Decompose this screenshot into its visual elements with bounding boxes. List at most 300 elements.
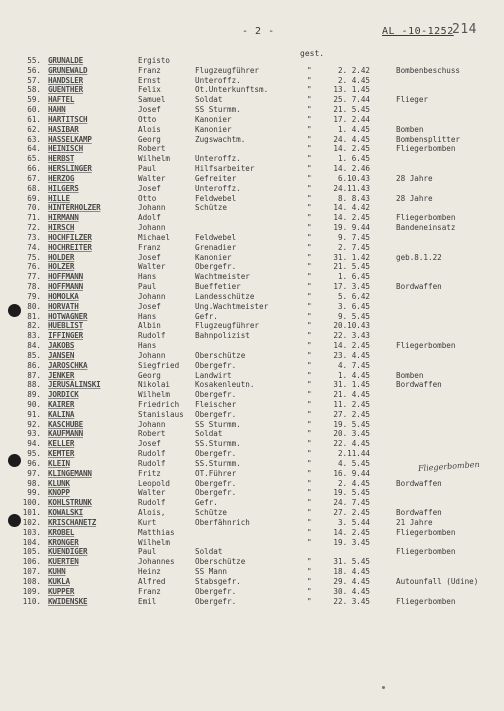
- surname: KRISCHANETZ: [48, 517, 97, 527]
- rank: Oberfähnrich: [195, 517, 250, 527]
- death-date: 23. 4.45: [333, 350, 370, 360]
- ditto-mark: ": [307, 488, 312, 498]
- first-name: Walter: [138, 173, 166, 183]
- ditto-mark: ": [307, 331, 312, 341]
- rank: Soldat: [195, 547, 223, 557]
- row-number: 87.: [27, 370, 41, 380]
- first-name: Johann: [138, 223, 166, 233]
- death-date: 2. 7.45: [337, 242, 370, 252]
- list-row: [0, 105, 504, 115]
- rank: Obergefr.: [195, 586, 237, 596]
- row-number: 98.: [27, 478, 41, 488]
- death-date: 1. 4.45: [337, 124, 370, 134]
- list-row: [0, 194, 504, 204]
- ditto-mark: ": [307, 232, 312, 242]
- ditto-mark: ": [307, 449, 312, 459]
- ditto-mark: ": [307, 311, 312, 321]
- death-date: 9. 7.45: [337, 232, 370, 242]
- surname: JANSEN: [48, 350, 75, 360]
- rank: Landesschütze: [195, 291, 255, 301]
- death-date: 27. 2.45: [333, 409, 370, 419]
- death-date: 5. 6.42: [337, 291, 370, 301]
- row-number: 76.: [27, 262, 41, 272]
- surname: HIRSCH: [48, 223, 75, 233]
- list-row: [0, 439, 504, 449]
- ditto-mark: ": [307, 468, 312, 478]
- list-row: [0, 223, 504, 233]
- ditto-mark: ": [307, 272, 312, 282]
- death-date: 31. 1.42: [333, 252, 370, 262]
- row-number: 75.: [27, 252, 41, 262]
- surname: KNOPP: [48, 488, 70, 498]
- death-date: 24.11.43: [333, 183, 370, 193]
- list-row: [0, 351, 504, 361]
- surname: HUEBLIST: [48, 321, 83, 331]
- death-date: 3. 6.45: [337, 301, 370, 311]
- row-number: 105.: [22, 547, 41, 557]
- row-number: 89.: [27, 390, 41, 400]
- list-row: [0, 390, 504, 400]
- list-row: [0, 312, 504, 322]
- first-name: Johann: [138, 350, 166, 360]
- death-date: 9. 5.45: [337, 311, 370, 321]
- ditto-mark: ": [307, 498, 312, 508]
- surname: KAUFMANN: [48, 429, 83, 439]
- first-name: Alfred: [138, 576, 166, 586]
- list-row: [0, 538, 504, 548]
- list-row: [0, 174, 504, 184]
- surname: HILLE: [48, 193, 70, 203]
- first-name: Paul: [138, 282, 157, 292]
- list-row: [0, 331, 504, 341]
- list-row: [0, 321, 504, 331]
- row-number: 59.: [27, 95, 41, 105]
- death-date: 22. 4.45: [333, 439, 370, 449]
- ditto-mark: ": [307, 517, 312, 527]
- row-number: 104.: [22, 537, 41, 547]
- row-number: 102.: [22, 517, 41, 527]
- list-row: [0, 361, 504, 371]
- row-number: 86.: [27, 360, 41, 370]
- ditto-mark: ": [307, 527, 312, 537]
- rank: Landwirt: [195, 370, 232, 380]
- surname: KOHLSTRUNK: [48, 498, 92, 508]
- first-name: Alois,: [138, 508, 166, 518]
- remark: 28 Jahre: [396, 173, 433, 183]
- remark: Autounfall (Udine): [396, 576, 479, 586]
- list-row: [0, 125, 504, 135]
- list-row: [0, 587, 504, 597]
- surname: HOLDER: [48, 252, 75, 262]
- first-name: Georg: [138, 370, 161, 380]
- ditto-mark: ": [307, 439, 312, 449]
- row-number: 55.: [27, 56, 41, 65]
- rank: Bueffetier: [195, 282, 241, 292]
- row-number: 101.: [22, 508, 41, 518]
- first-name: Franz: [138, 242, 161, 252]
- first-name: Samuel: [138, 95, 166, 105]
- death-date: 19. 9.44: [333, 223, 370, 233]
- surname: HILGERS: [48, 183, 79, 193]
- first-name: Wilhelm: [138, 390, 171, 400]
- row-number: 100.: [22, 498, 41, 508]
- rank: Oberschütze: [195, 350, 246, 360]
- row-number: 61.: [27, 114, 41, 124]
- list-row: [0, 508, 504, 518]
- death-date: 1. 6.45: [337, 154, 370, 164]
- death-date: 1. 6.45: [337, 272, 370, 282]
- ditto-mark: ": [307, 390, 312, 400]
- list-row: [0, 420, 504, 430]
- rank: Bahnpolizist: [195, 331, 250, 341]
- death-date: 24. 7.45: [333, 498, 370, 508]
- ditto-mark: ": [307, 478, 312, 488]
- rank: Soldat: [195, 429, 223, 439]
- ditto-mark: ": [307, 557, 312, 567]
- death-date: 22. 3.43: [333, 331, 370, 341]
- rank: SS Sturmm.: [195, 419, 241, 429]
- list-row: [0, 429, 504, 439]
- death-date: 6.10.43: [337, 173, 370, 183]
- rank: Oberschütze: [195, 557, 246, 567]
- row-number: 91.: [27, 409, 41, 419]
- ditto-mark: ": [307, 124, 312, 134]
- first-name: Rudolf: [138, 458, 166, 468]
- surname: KUHN: [48, 567, 66, 577]
- ditto-mark: ": [307, 458, 312, 468]
- ditto-mark: ": [307, 350, 312, 360]
- rank: Flugzeugführer: [195, 321, 260, 331]
- first-name: Friedrich: [138, 399, 180, 409]
- remark: Bandeneinsatz: [396, 223, 456, 233]
- surname: KEMTER: [48, 449, 75, 459]
- surname: JAKOBS: [48, 341, 75, 351]
- death-date: 4. 5.45: [337, 458, 370, 468]
- ink-speck: [382, 686, 385, 689]
- ditto-mark: ": [307, 321, 312, 331]
- surname: KLEIN: [48, 458, 70, 468]
- remark: Bordwaffen: [396, 478, 442, 488]
- first-name: Heinz: [138, 567, 161, 577]
- ditto-mark: ": [307, 173, 312, 183]
- rank: Ung.Wachtmeister: [195, 301, 269, 311]
- remark: Fliegerbomben: [396, 213, 456, 223]
- handwritten-note: Fliegerbomben: [417, 459, 480, 474]
- ditto-mark: ": [307, 154, 312, 164]
- list-row: [0, 577, 504, 587]
- casualty-list: [0, 56, 504, 606]
- list-row: [0, 253, 504, 263]
- death-date: 30. 4.45: [333, 586, 370, 596]
- death-date: 1. 4.45: [337, 370, 370, 380]
- first-name: Rudolf: [138, 498, 166, 508]
- surname: HANDSLER: [48, 75, 83, 85]
- list-row: [0, 164, 504, 174]
- list-row: [0, 302, 504, 312]
- remark: Bomben: [396, 370, 424, 380]
- rank: OT.Führer: [195, 468, 237, 478]
- list-row: [0, 341, 504, 351]
- surname: KASCHUBE: [48, 419, 83, 429]
- first-name: Johann: [138, 291, 166, 301]
- rank: Kanonier: [195, 124, 232, 134]
- death-date: 2.11.44: [337, 449, 370, 459]
- surname: HOCHFILZER: [48, 232, 92, 242]
- death-date: 21. 5.45: [333, 105, 370, 115]
- ditto-mark: ": [307, 105, 312, 115]
- ditto-mark: ": [307, 213, 312, 223]
- list-row: [0, 479, 504, 489]
- list-row: [0, 282, 504, 292]
- list-row: [0, 66, 504, 76]
- remark: Bombenbeschuss: [396, 65, 461, 75]
- row-number: 70.: [27, 203, 41, 213]
- rank: Zugswachtm.: [195, 134, 246, 144]
- rank: Schütze: [195, 203, 228, 213]
- surname: JORDICK: [48, 390, 79, 400]
- list-row: [0, 95, 504, 105]
- rank: Obergefr.: [195, 262, 237, 272]
- remark: 28 Jahre: [396, 193, 433, 203]
- list-row: [0, 518, 504, 528]
- surname: KUERTEN: [48, 557, 79, 567]
- surname: GUENTHER: [48, 85, 83, 95]
- row-number: 92.: [27, 419, 41, 429]
- death-date: 29. 4.45: [333, 576, 370, 586]
- row-number: 85.: [27, 350, 41, 360]
- page-number: - 2 -: [242, 26, 275, 37]
- rank: Gefreiter: [195, 173, 237, 183]
- list-row: [0, 135, 504, 145]
- death-date: 17. 3.45: [333, 282, 370, 292]
- rank: Obergefr.: [195, 390, 237, 400]
- ditto-mark: ": [307, 134, 312, 144]
- list-row: [0, 233, 504, 243]
- list-row: [0, 498, 504, 508]
- list-row: [0, 243, 504, 253]
- list-row: [0, 567, 504, 577]
- row-number: 79.: [27, 291, 41, 301]
- ditto-mark: ": [307, 429, 312, 439]
- list-row: [0, 144, 504, 154]
- surname: HAFTEL: [48, 95, 75, 105]
- row-number: 73.: [27, 232, 41, 242]
- rank: Obergefr.: [195, 488, 237, 498]
- first-name: Michael: [138, 232, 171, 242]
- ditto-mark: ": [307, 85, 312, 95]
- surname: HERBST: [48, 154, 75, 164]
- death-date: 14. 2.46: [333, 164, 370, 174]
- first-name: Hans: [138, 272, 157, 282]
- row-number: 84.: [27, 341, 41, 351]
- rank: Obergefr.: [195, 596, 237, 606]
- list-row: [0, 371, 504, 381]
- row-number: 69.: [27, 193, 41, 203]
- remark: Bordwaffen: [396, 282, 442, 292]
- surname: GRUNEWALD: [48, 65, 88, 75]
- row-number: 106.: [22, 557, 41, 567]
- ditto-mark: ": [307, 409, 312, 419]
- rank: Obergefr.: [195, 449, 237, 459]
- surname: JAROSCHKA: [48, 360, 88, 370]
- remark: Bordwaffen: [396, 508, 442, 518]
- first-name: Nikolai: [138, 380, 171, 390]
- list-row: [0, 56, 504, 66]
- death-date: 4. 7.45: [337, 360, 370, 370]
- death-date: 27. 2.45: [333, 508, 370, 518]
- first-name: Otto: [138, 114, 157, 124]
- ditto-mark: ": [307, 370, 312, 380]
- list-row: [0, 85, 504, 95]
- surname: JENKER: [48, 370, 75, 380]
- row-number: 78.: [27, 282, 41, 292]
- row-number: 103.: [22, 527, 41, 537]
- list-row: [0, 115, 504, 125]
- rank: Hilfsarbeiter: [195, 164, 255, 174]
- surname: HIRMANN: [48, 213, 79, 223]
- death-date: 14. 2.45: [333, 527, 370, 537]
- death-date: 19. 5.45: [333, 488, 370, 498]
- ditto-mark: ": [307, 380, 312, 390]
- surname: KROBEL: [48, 527, 75, 537]
- rank: Gefr.: [195, 311, 218, 321]
- first-name: Walter: [138, 488, 166, 498]
- rank: Gefr.: [195, 498, 218, 508]
- list-row: [0, 449, 504, 459]
- rank: SS.Sturmm.: [195, 439, 241, 449]
- row-number: 90.: [27, 399, 41, 409]
- surname: HARTITSCH: [48, 114, 88, 124]
- first-name: Josef: [138, 105, 161, 115]
- rank: Unteroffz.: [195, 183, 241, 193]
- surname: HOTWAGNER: [48, 311, 88, 321]
- death-date: 20. 3.45: [333, 429, 370, 439]
- list-row: [0, 154, 504, 164]
- surname: HOCHREITER: [48, 242, 92, 252]
- death-date: 21. 5.45: [333, 262, 370, 272]
- surname: KUPPER: [48, 586, 75, 596]
- row-number: 62.: [27, 124, 41, 134]
- death-date: 20.10.43: [333, 321, 370, 331]
- surname: KAIRER: [48, 399, 75, 409]
- ditto-mark: ": [307, 419, 312, 429]
- first-name: Johann: [138, 203, 166, 213]
- surname: KALINA: [48, 409, 75, 419]
- ditto-mark: ": [307, 291, 312, 301]
- death-date: 2. 4.45: [337, 478, 370, 488]
- rank: Grenadier: [195, 242, 237, 252]
- list-row: [0, 597, 504, 607]
- surname: KELLER: [48, 439, 75, 449]
- list-row: [0, 547, 504, 557]
- row-number: 74.: [27, 242, 41, 252]
- first-name: Ergisto: [138, 56, 171, 65]
- death-date: 16. 9.44: [333, 468, 370, 478]
- ditto-mark: ": [307, 193, 312, 203]
- death-date: 13. 1.45: [333, 85, 370, 95]
- death-date: 17. 2.44: [333, 114, 370, 124]
- list-row: [0, 76, 504, 86]
- death-date: 11. 2.45: [333, 399, 370, 409]
- ditto-mark: ": [307, 586, 312, 596]
- first-name: Wilhelm: [138, 154, 171, 164]
- row-number: 81.: [27, 311, 41, 321]
- document-reference: AL -10-1252: [382, 26, 454, 37]
- rank: Feldwebel: [195, 193, 237, 203]
- rank: Fleischer: [195, 399, 237, 409]
- death-date: 22. 3.45: [333, 596, 370, 606]
- rank: Unteroffz.: [195, 75, 241, 85]
- surname: KOWALSKI: [48, 508, 83, 518]
- first-name: Matthias: [138, 527, 175, 537]
- rank: Ot.Unterkunftsm.: [195, 85, 269, 95]
- surname: HOFFMANN: [48, 282, 83, 292]
- remark: Fliegerbomben: [396, 547, 456, 557]
- surname: HERZOG: [48, 173, 75, 183]
- list-row: [0, 203, 504, 213]
- rank: Obergefr.: [195, 409, 237, 419]
- death-date: 31. 1.45: [333, 380, 370, 390]
- ditto-mark: ": [307, 262, 312, 272]
- punch-hole: [8, 514, 21, 527]
- surname: HEINISCH: [48, 144, 83, 154]
- rank: Obergefr.: [195, 478, 237, 488]
- first-name: Robert: [138, 144, 166, 154]
- first-name: Josef: [138, 183, 161, 193]
- ditto-mark: ": [307, 360, 312, 370]
- ditto-mark: ": [307, 252, 312, 262]
- first-name: Adolf: [138, 213, 161, 223]
- row-number: 109.: [22, 586, 41, 596]
- first-name: Paul: [138, 547, 157, 557]
- remark: Fliegerbomben: [396, 527, 456, 537]
- row-number: 97.: [27, 468, 41, 478]
- list-row: [0, 400, 504, 410]
- death-date: 2. 2.42: [337, 65, 370, 75]
- surname: HOLZER: [48, 262, 75, 272]
- first-name: Hans: [138, 311, 157, 321]
- first-name: Ernst: [138, 75, 161, 85]
- ditto-mark: ": [307, 537, 312, 547]
- ditto-mark: ": [307, 567, 312, 577]
- list-row: [0, 557, 504, 567]
- surname: HERSLINGER: [48, 164, 92, 174]
- death-date: 14. 4.42: [333, 203, 370, 213]
- ditto-mark: ": [307, 95, 312, 105]
- first-name: Stanislaus: [138, 409, 184, 419]
- row-number: 68.: [27, 183, 41, 193]
- surname: HOFFMANN: [48, 272, 83, 282]
- rank: Wachtmeister: [195, 272, 250, 282]
- row-number: 107.: [22, 567, 41, 577]
- first-name: Robert: [138, 429, 166, 439]
- rank: Soldat: [195, 95, 223, 105]
- surname: HASSELKAMP: [48, 134, 92, 144]
- ditto-mark: ": [307, 114, 312, 124]
- row-number: 67.: [27, 173, 41, 183]
- first-name: Rudolf: [138, 449, 166, 459]
- row-number: 72.: [27, 223, 41, 233]
- list-row: [0, 528, 504, 538]
- remark: 21 Jahre: [396, 517, 433, 527]
- rank: Stabsgefr.: [195, 576, 241, 586]
- first-name: Walter: [138, 262, 166, 272]
- punch-hole: [8, 454, 21, 467]
- ditto-mark: ": [307, 399, 312, 409]
- rank: Flugzeugführer: [195, 65, 260, 75]
- death-date: 31. 5.45: [333, 557, 370, 567]
- ditto-mark: ": [307, 65, 312, 75]
